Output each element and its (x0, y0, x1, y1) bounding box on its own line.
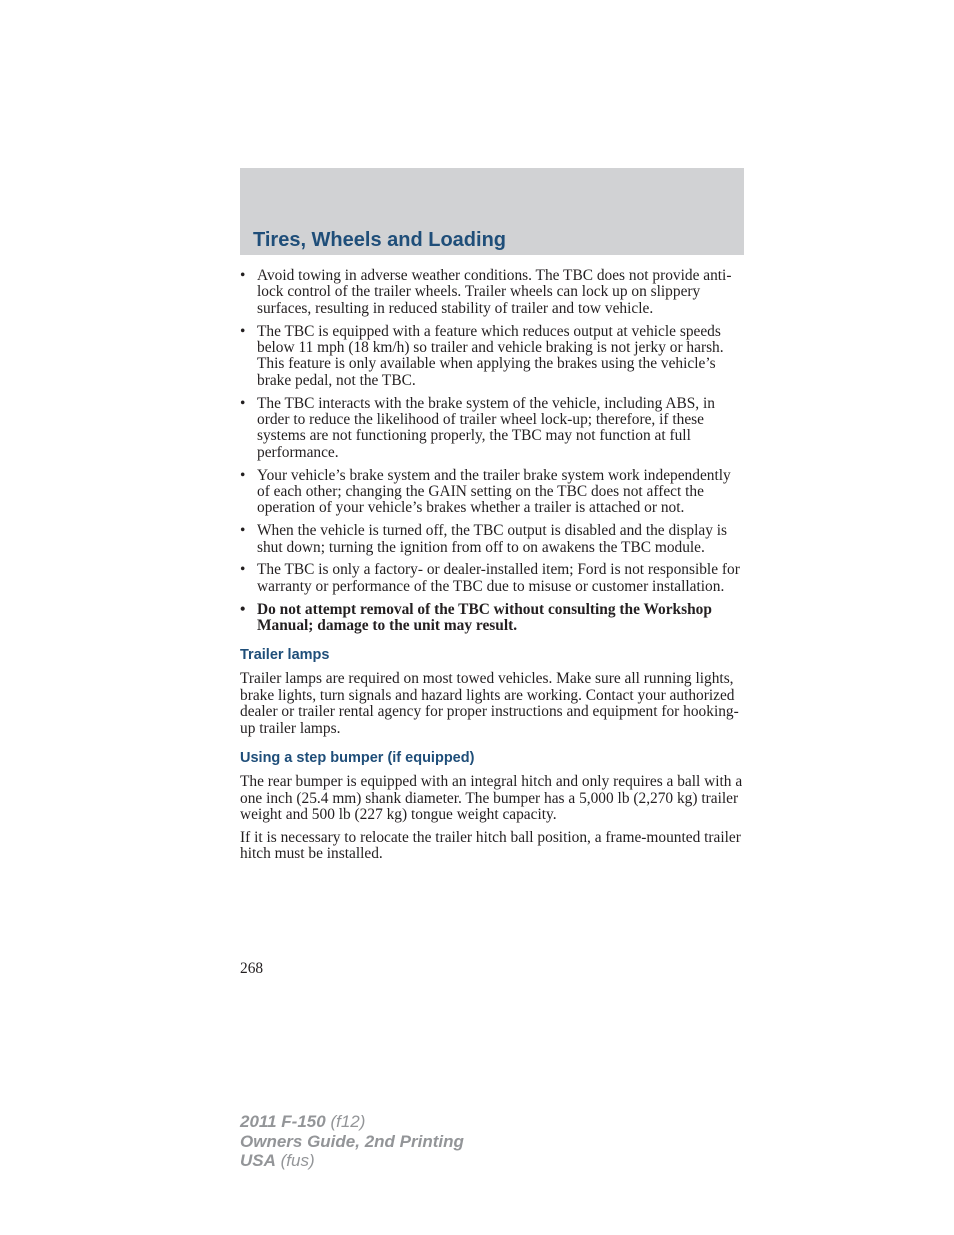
list-item: • The TBC is equipped with a feature which reduces output at vehicle speeds below 11 mph (18 km/h) so trailer and vehicle braking is not jerky or harsh. This feature is only available when applying the brakes using the vehicle’s brake pedal, not the TBC. (240, 324, 745, 390)
list-item: • The TBC interacts with the brake system of the vehicle, including ABS, in order to reduce the likelihood of trailer wheel lock-up; therefore, if these systems are not functioning properly, the TBC may not function at full performance. (240, 396, 745, 462)
subheading-trailer-lamps: Trailer lamps (240, 647, 330, 664)
footer-edition: Owners Guide, 2nd Printing (240, 1131, 464, 1151)
footer-model: 2011 F-150 (240, 1112, 326, 1131)
paragraph: Trailer lamps are required on most towed vehicles. Make sure all running lights, brake lights, turn signals and hazard lights are working. Contact your authorized dealer or trailer rental agency for proper instructions and equipment for hooking-up trailer lamps. (240, 670, 739, 737)
footer-market-code: (fus) (280, 1151, 315, 1170)
section-header-band (240, 168, 744, 255)
page-number: 268 (240, 960, 264, 977)
bullet-list (240, 268, 745, 634)
footer-line-model (240, 1112, 464, 1132)
paragraph: The rear bumper is equipped with an integral hitch and only requires a ball with a one inch (25.4 mm) shank diameter. The bumper has a 5,000 lb (2,270 kg) trailer weight and 500 lb (227 kg) tongue weight capacity. (240, 773, 743, 823)
footer-market: USA (240, 1151, 276, 1170)
warning-list-item: • Do not attempt removal of the TBC without consulting the Workshop Manual; damage to the unit may result. (240, 602, 745, 635)
list-item: • The TBC is only a factory- or dealer-installed item; Ford is not responsible for warranty or performance of the TBC due to misuse or customer installation. (240, 562, 745, 595)
footer-line-market (240, 1151, 464, 1171)
list-item: • Avoid towing in adverse weather conditions. The TBC does not provide anti-lock control of the trailer wheels. Trailer wheels can lock up on slippery surfaces, resulting in reduced stability of trailer and tow vehicle. (240, 268, 745, 317)
page-content (240, 268, 745, 869)
list-item: • Your vehicle’s brake system and the trailer brake system work independently of each other; changing the GAIN setting on the TBC does not affect the operation of your vehicle’s brakes whether a trailer is attached or not. (240, 468, 745, 517)
section-title: Tires, Wheels and Loading (253, 229, 507, 251)
list-item: • When the vehicle is turned off, the TBC output is disabled and the display is shut down; turning the ignition from off to on awakens the TBC module. (240, 523, 745, 556)
paragraph: If it is necessary to relocate the trailer hitch ball position, a frame-mounted trailer hitch must be installed. (240, 828, 741, 863)
subheading-step-bumper: Using a step bumper (if equipped) (240, 750, 475, 767)
footer-model-code: (f12) (330, 1112, 366, 1131)
document-footer (240, 1112, 464, 1171)
footer-line-edition (240, 1132, 464, 1152)
